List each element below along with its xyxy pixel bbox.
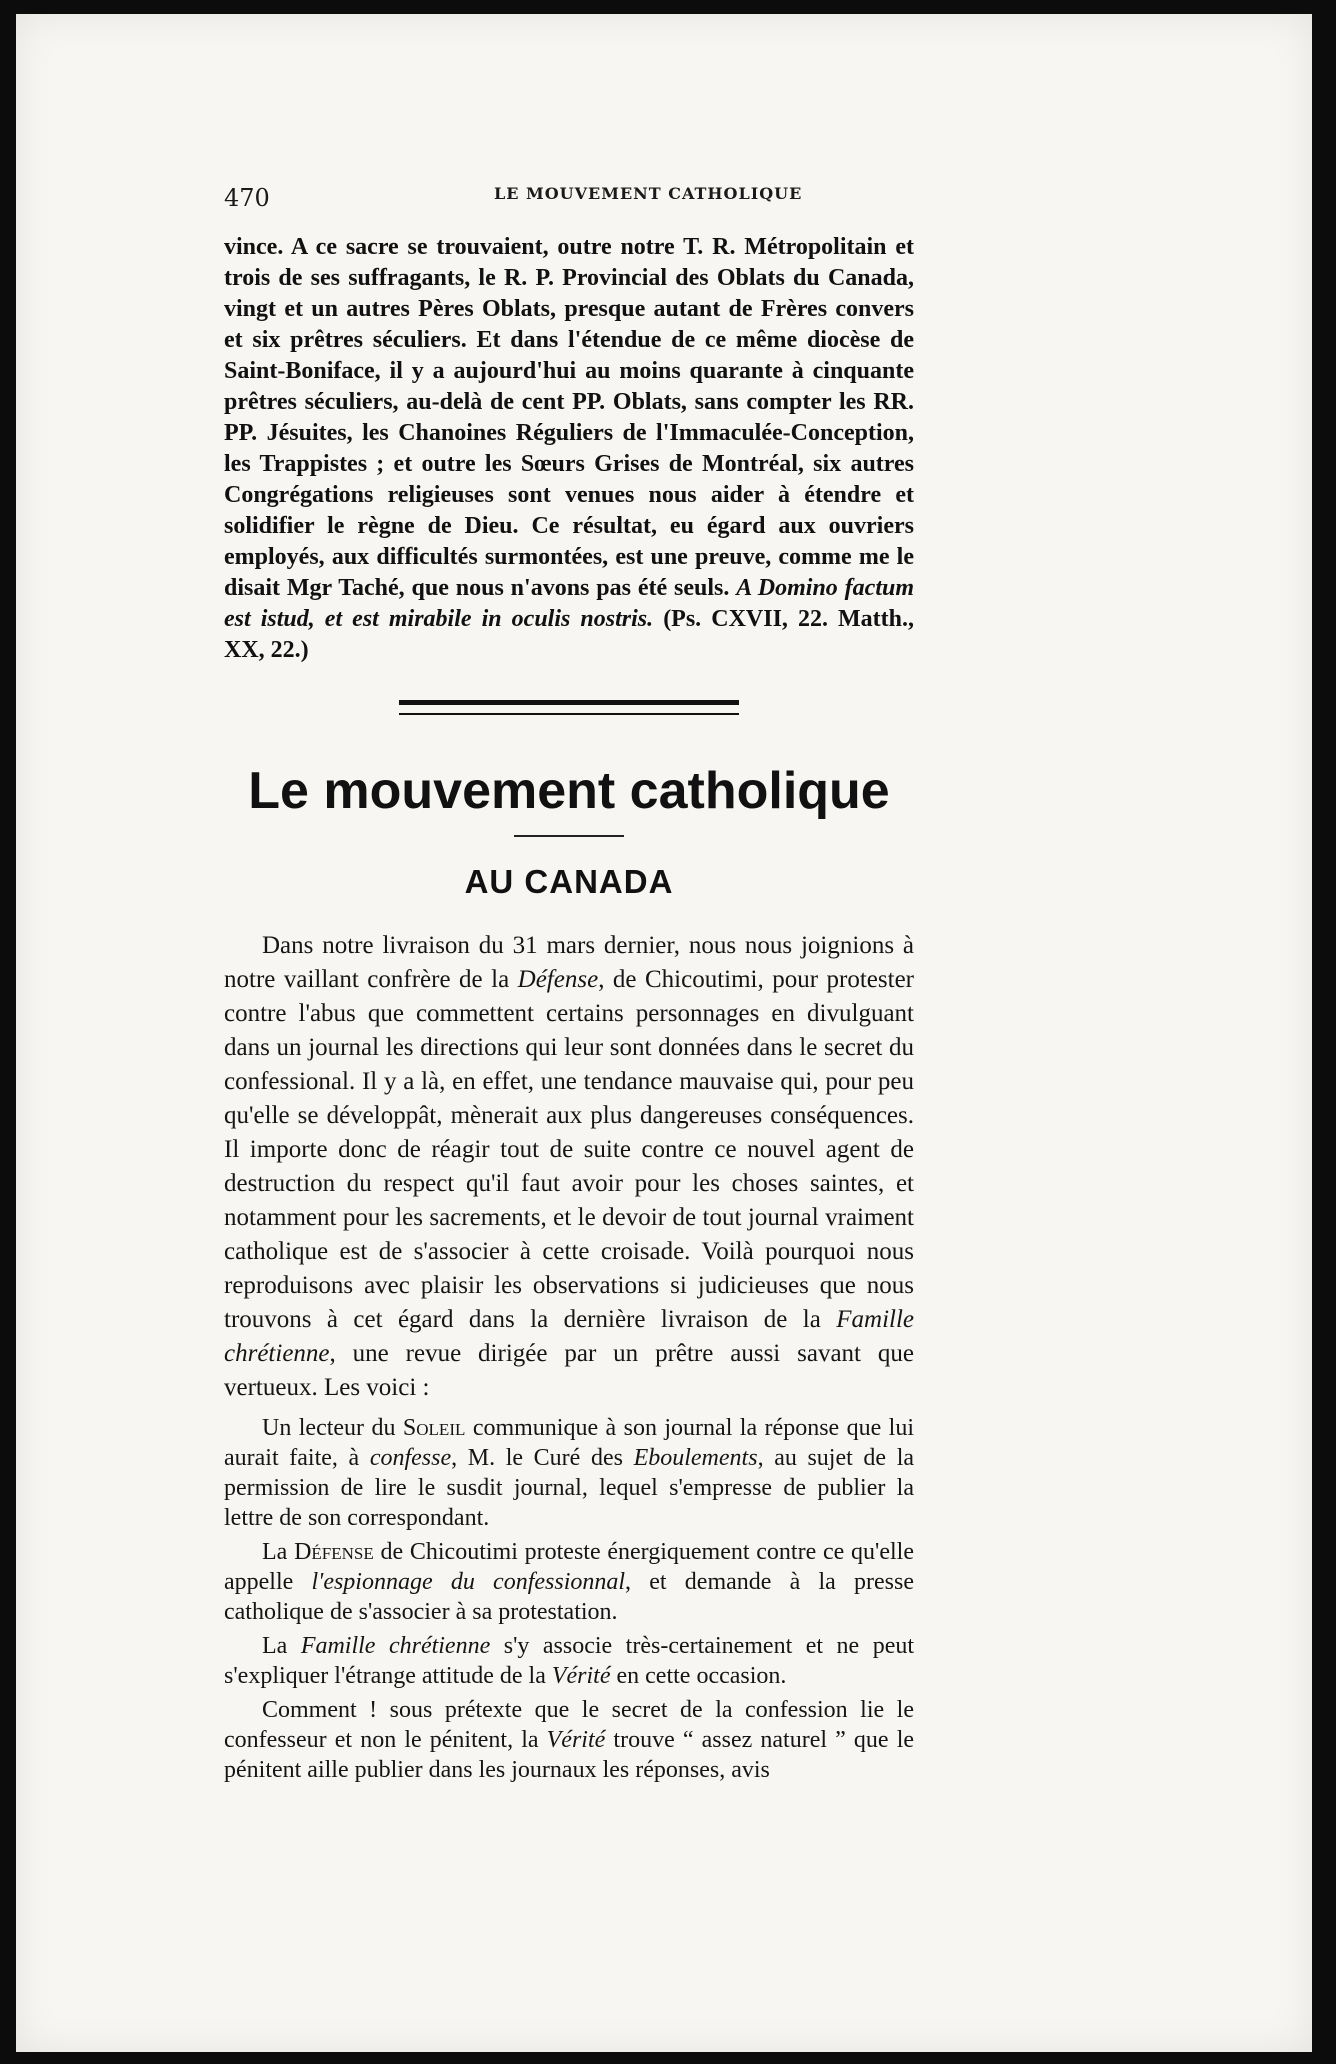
italic-text: l'espionnage du confessionnal xyxy=(311,1569,626,1595)
section-divider xyxy=(399,700,739,715)
article-title: Le mouvement catholique xyxy=(248,762,890,820)
paragraph xyxy=(224,1695,914,1785)
article-subtitle: AU CANADA xyxy=(464,863,674,900)
citation: (Ps. CXVII, 22. Matth., XX, 22.) xyxy=(224,606,915,663)
text: communique à son journal la réponse que lui aurait faite, à xyxy=(224,1415,915,1471)
page-number: 470 xyxy=(224,184,270,212)
text: Un lecteur du xyxy=(262,1415,396,1441)
paragraph xyxy=(224,1631,914,1691)
text: s'y associe très-certainement et ne peut s'expliquer l'étrange attitude de la xyxy=(224,1633,915,1689)
text: de Chicoutimi proteste énergiquement contre ce qu'elle appelle xyxy=(224,1539,915,1595)
divider-thick-rule xyxy=(399,700,739,705)
text: vince. A ce sacre se trouvaient, outre notre T. R. Métropolitain et trois de ses suffragants, le R. P. Provincial des Oblats du Canada, vingt et un autres Pères Oblats, presque autant de Frères convers et six prêtres séculiers. Et dans l'étendue de ce même diocèse de Saint-Boniface, il y a aujourd'hui au moins quarante à cinquante prêtres séculiers, au-delà de cent PP. Oblats, sans compter les RR. PP. Jésuites, les Chanoines Réguliers de l'Immaculée-Conception, les Trappistes ; et outre les Sœurs Grises de Montréal, six autres Congrégations religieuses sont venues nous aider à étendre et solidifier le règne de Dieu. Ce résultat, eu égard aux ouvriers employés, aux difficultés surmontées, est une preuve, comme me le disait Mgr Taché, que nous n'avons pas été seuls. xyxy=(224,234,914,601)
text: La xyxy=(262,1633,288,1659)
text: , M. le Curé des xyxy=(451,1445,623,1471)
italic-text: Famille chrétienne xyxy=(300,1633,491,1659)
text: La xyxy=(262,1539,288,1565)
title-rule xyxy=(514,835,624,837)
running-head: LE MOUVEMENT CATHOLIQUE xyxy=(494,184,803,203)
previous-article-ending xyxy=(224,232,914,666)
italic-text: confesse xyxy=(369,1445,452,1471)
italic-text: A Domino factum est istud, et est mirabile in oculis nostris. xyxy=(224,575,915,632)
text: en cette occasion. xyxy=(616,1663,787,1689)
small-caps-text: Défense xyxy=(294,1539,374,1565)
italic-text: Défense xyxy=(517,966,599,993)
book-page xyxy=(16,14,1312,2052)
text: Dans notre livraison du 31 mars dernier, nous nous joignions à notre vaillant confrère de la xyxy=(224,932,914,993)
lead-paragraph-block xyxy=(224,929,914,1405)
page-header xyxy=(224,174,914,218)
paragraph xyxy=(224,232,914,666)
paragraph xyxy=(224,1413,914,1533)
text: trouve “ assez naturel ” que le pénitent aille publier dans les journaux les réponses, avis xyxy=(224,1727,915,1783)
text: , une revue dirigée par un prêtre aussi savant que vertueux. Les voici : xyxy=(224,1340,914,1401)
italic-text: Eboulements xyxy=(633,1445,758,1471)
paragraph xyxy=(224,929,914,1405)
text: , de Chicoutimi, pour protester contre l'abus que commettent certains personnages en divulguant dans un journal les directions qui leur sont données dans le secret du confessional. Il y a là, en effet, une tendance mauvaise qui, pour peu qu'elle se développât, mènerait aux plus dangereuses conséquences. Il importe donc de réagir tout de suite contre ce nouvel agent de destruction du respect qu'il faut avoir pour les choses saintes, et notamment pour les sacrements, et le devoir de tout journal vraiment catholique est de s'associer à cette croisade. Voilà pourquoi nous reproduisons avec plaisir les observations si judicieuses que nous trouvons à cet égard dans la dernière livraison de la xyxy=(224,966,914,1333)
quoted-passage xyxy=(224,1413,914,1785)
divider-thin-rule xyxy=(399,713,739,715)
paragraph xyxy=(224,1537,914,1627)
small-caps-text: Soleil xyxy=(402,1415,466,1441)
italic-text: Famille chrétienne xyxy=(224,1306,915,1367)
text: , au sujet de la permission de lire le susdit journal, lequel s'empresse de publier la lettre de son correspondant. xyxy=(224,1445,915,1531)
text: , et demande à la presse catholique de s'associer à sa protestation. xyxy=(224,1569,914,1625)
italic-text: Vérité xyxy=(546,1727,606,1753)
italic-text: Vérité xyxy=(551,1663,611,1689)
page-content xyxy=(224,232,914,1785)
article-body xyxy=(224,929,914,1785)
text: Comment ! sous prétexte que le secret de la confession lie le confesseur et non le pénitent, la xyxy=(224,1697,914,1753)
